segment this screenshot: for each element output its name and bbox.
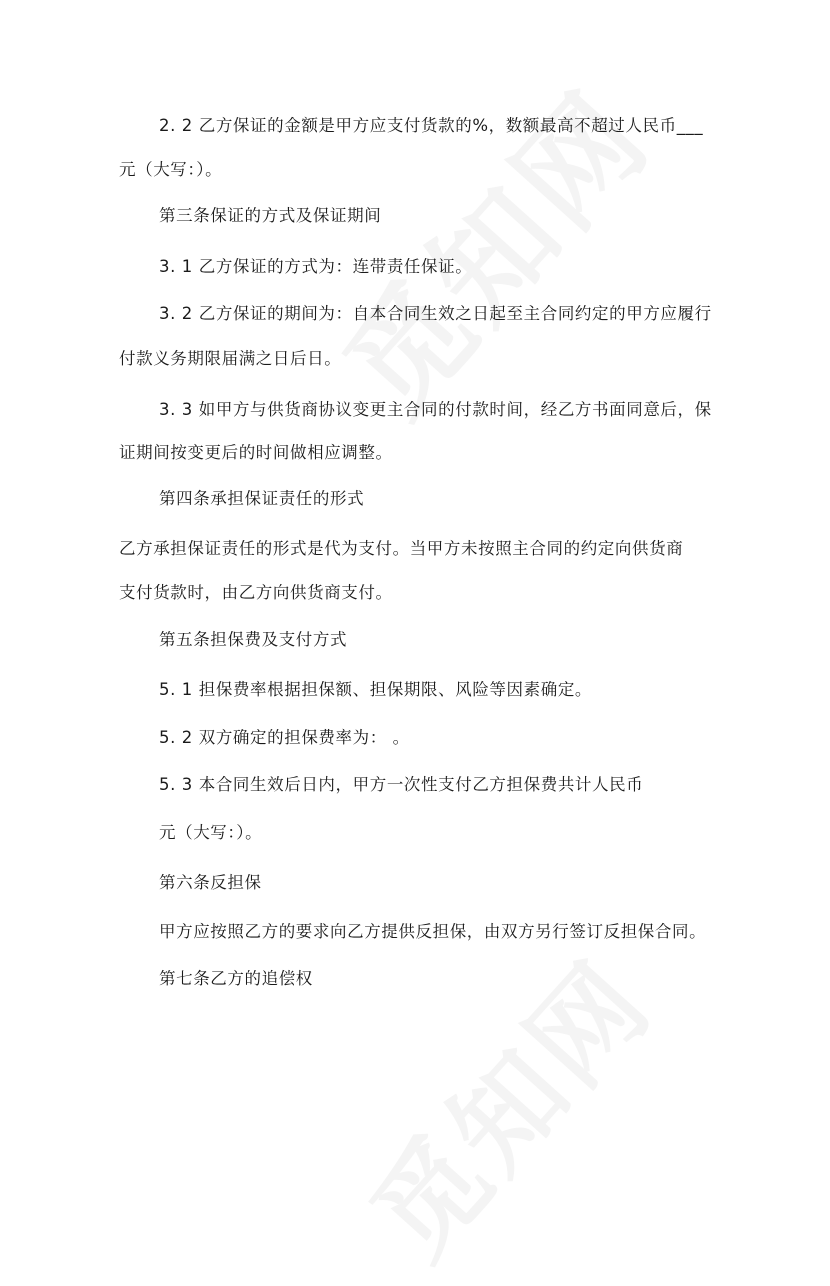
paragraph-line: 元（大写：）。 bbox=[159, 823, 263, 842]
paragraph-line: 5. 2 双方确定的担保费率为： 。 bbox=[159, 728, 410, 747]
paragraph-line: 3. 3 如甲方与供货商协议变更主合同的付款时间，经乙方书面同意后，保 bbox=[159, 400, 712, 419]
watermark bbox=[330, 921, 680, 1285]
paragraph-line: 付款义务期限届满之日后日。 bbox=[119, 349, 342, 368]
paragraph-line: 乙方承担保证责任的形式是代为支付。当甲方未按照主合同的约定向供货商 bbox=[119, 539, 684, 558]
section-heading: 第五条担保费及支付方式 bbox=[159, 630, 348, 649]
watermark bbox=[300, 49, 681, 445]
section-heading: 第三条保证的方式及保证期间 bbox=[159, 206, 382, 225]
paragraph-line: 3. 2 乙方保证的期间为：自本合同生效之日起至主合同约定的甲方应履行 bbox=[159, 304, 712, 323]
paragraph-line: 甲方应按照乙方的要求向乙方提供反担保，由双方另行签订反担保合同。 bbox=[159, 922, 707, 941]
section-heading: 第六条反担保 bbox=[159, 873, 262, 892]
paragraph-line: 5. 3 本合同生效后日内，甲方一次性支付乙方担保费共计人民币 bbox=[159, 775, 644, 794]
paragraph-line: 支付货款时，由乙方向供货商支付。 bbox=[119, 583, 393, 602]
section-heading: 第四条承担保证责任的形式 bbox=[159, 489, 365, 508]
section-heading: 第七条乙方的追偿权 bbox=[159, 969, 313, 988]
paragraph-line: 元（大写：）。 bbox=[119, 160, 223, 179]
paragraph-line: 2. 2 乙方保证的金额是甲方应支付货款的%，数额最高不超过人民币___ bbox=[159, 116, 704, 135]
paragraph-line: 证期间按变更后的时间做相应调整。 bbox=[119, 443, 393, 462]
paragraph-line: 3. 1 乙方保证的方式为：连带责任保证。 bbox=[159, 257, 473, 276]
paragraph-line: 5. 1 担保费率根据担保额、担保期限、风险等因素确定。 bbox=[159, 680, 593, 699]
